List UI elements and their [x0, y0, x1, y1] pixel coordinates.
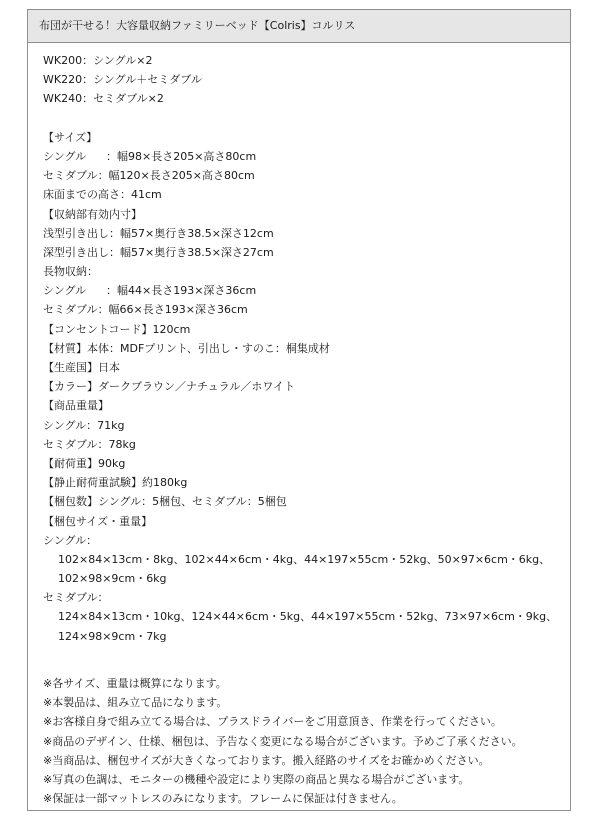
note-4: ※商品のデザイン、仕様、梱包は、予告なく変更になる場合がございます。予めご了承ください。 — [43, 734, 523, 748]
long-storage-semidouble — [43, 300, 562, 319]
model-wk220: WK220：シングル＋セミダブル — [43, 73, 202, 87]
material: 【材質】本体：MDFプリント、引出し・すのこ：桐集成材 — [43, 341, 330, 355]
load-capacity: 【耐荷重】90kg — [43, 456, 126, 470]
package-single-label: シングル： — [43, 533, 98, 547]
note-1: ※各サイズ、重量は概算になります。 — [43, 677, 227, 690]
shallow-drawer: 浅型引き出し：幅57×奥行き38.5×深さ12cm — [43, 226, 274, 240]
spec-panel — [27, 9, 571, 811]
note-2: ※本製品は、組み立て品になります。 — [43, 696, 228, 710]
model-wk200: WK200：シングル×2 — [43, 54, 153, 67]
long-storage: 長物収納： — [43, 265, 98, 279]
package-semidouble-line-1: 124×84×13cm・10kg、124×44×6cm・5kg、44×197×55cm・52kg、73×97×6cm・9kg、 — [58, 610, 558, 624]
package-single-line-1: 102×84×13cm・8kg、102×44×6cm・4kg、44×197×55cm・52kg、50×97×6cm・6kg、 — [58, 552, 551, 566]
weight-semidouble: セミダブル：78kg — [43, 437, 136, 451]
size-heading: 【サイズ】 — [43, 130, 98, 144]
spec-body — [43, 51, 562, 808]
long-storage-single — [43, 281, 562, 300]
package-semidouble-line-2: 124×98×9cm・7kg — [58, 629, 167, 643]
note-5: ※当商品は、梱包サイズが大きくなっております。搬入経路のサイズをお確かめください。 — [43, 753, 490, 767]
panel-title: 布団が干せる！大容量収納ファミリーベッド【Colris】コルリス — [39, 19, 356, 32]
note-3: ※お客様自身で組み立てる場合は、プラスドライバーをご用意頂き、作業を行ってください。 — [43, 715, 502, 729]
storage-heading: 【収納部有効内寸】 — [43, 207, 142, 221]
long-semi-label: セミダブル — [43, 303, 98, 317]
long-semi-value: ：幅66×長さ193×深さ36cm — [97, 303, 248, 317]
package-semidouble-label: セミダブル： — [43, 591, 109, 605]
size-single-label: シングル — [43, 149, 87, 163]
deep-drawer: 深型引き出し：幅57×奥行き38.5×深さ27cm — [43, 245, 274, 259]
weight-heading: 【商品重量】 — [43, 399, 109, 413]
size-semidouble-value: ：幅120×長さ205×高さ80cm — [97, 169, 255, 183]
size-single — [43, 147, 562, 166]
size-single-value: ：幅98×長さ205×高さ80cm — [106, 149, 257, 163]
package-single-line-2: 102×98×9cm・6kg — [58, 572, 167, 586]
origin: 【生産国】日本 — [43, 361, 120, 374]
static-load: 【静止耐荷重試験】約180kg — [43, 476, 188, 490]
package-count: 【梱包数】シングル：5梱包、セミダブル：5梱包 — [43, 495, 287, 509]
panel-header — [28, 10, 570, 43]
package-heading: 【梱包サイズ・重量】 — [43, 514, 153, 528]
weight-single: シングル：71kg — [43, 418, 125, 432]
long-single-value: ：幅44×長さ193×深さ36cm — [106, 284, 257, 298]
size-semidouble-label: セミダブル — [43, 169, 98, 183]
long-single-label: シングル — [43, 284, 87, 298]
note-7: ※保証は一部マットレスのみになります。フレームに保証は付きません。 — [43, 792, 403, 806]
color-options: 【カラー】ダークブラウン／ナチュラル／ホワイト — [43, 380, 296, 394]
model-wk240: WK240：セミダブル×2 — [43, 92, 164, 106]
floor-height: 床面までの高さ：41cm — [43, 188, 162, 202]
size-semidouble — [43, 166, 562, 185]
note-6: ※写真の色調は、モニターの機種や設定により実際の商品と異なる場合がございます。 — [43, 772, 470, 786]
cord-length: 【コンセントコード】120cm — [43, 322, 191, 336]
